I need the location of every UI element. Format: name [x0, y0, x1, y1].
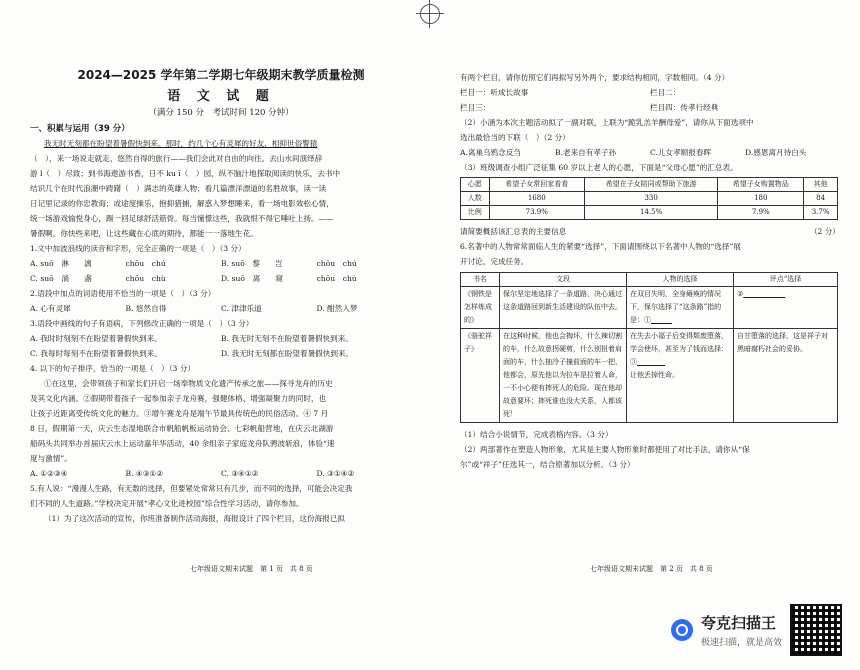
q6-sub-line: （1）结合小说情节，完成表格内容。（3 分） [460, 430, 613, 439]
q1-option: C. suō 淌 盏 [30, 274, 92, 283]
q1-option: A. suō 淋 漓 [30, 259, 92, 268]
table-row [461, 192, 838, 206]
q4-option: C. ③④①② [221, 469, 259, 478]
q2-options-row [30, 301, 412, 316]
table-header-cell: 希望在子女陪同或帮助下旅游 [584, 178, 717, 192]
q5-3-prompt: 请简要概括该汇总表的主要信息 [460, 227, 567, 236]
poster-columns-row [460, 85, 840, 100]
exam-title: 2024—2025 学年第二学期七年级期末教学质量检测 [77, 68, 365, 82]
page-footer: 七年级语文期末试题 第 1 页 共 8 页 [190, 565, 313, 573]
passage-line: 我无时无刻都在盼望着暑假快到来。那时，约几个心有灵犀的好友，相抑世俗警猿 [44, 139, 318, 148]
table-header-cell: 希望子女购置物品 [718, 178, 804, 192]
table-header-cell: 其他 [804, 178, 838, 192]
page-footer: 七年级语文期末试题 第 2 页 共 8 页 [590, 565, 713, 573]
q4-options-row [30, 466, 412, 481]
q4-option: B. ④③①② [125, 469, 164, 478]
q1-option: chōu chù [125, 274, 166, 283]
passage-line: 游 l（ ）尽致；到书海遨游书香，日不 ku ī（ ）园，纵不脑汁地探取阅读的快乐，去书中 [30, 169, 341, 178]
q2-option: D. 酣然入梦 [316, 304, 358, 313]
poster-column-4: 栏目四：传孝行经典 [650, 103, 719, 112]
passage-line: 日记里记录的你忠教诲；或途度操乐，抱抑猎捕，解惑入梦想睡来，看一场电影效松心情， [30, 199, 334, 208]
q4-text-line: ①在这里，会带领孩子和家长们开启一场奉物质文化遗产传承之旅——探寻龙舟的历史 [44, 379, 333, 388]
table-cell-comment [734, 287, 838, 329]
table-cell: 14.5% [584, 206, 717, 220]
poster-column-1: 栏目一：听成长故事 [460, 88, 529, 97]
q4-text-line: 船码头共同举办首届庆云水上运动嘉年华活动，40 余组亲子家庭龙舟队骋波斩浪，体验“速 [30, 439, 335, 448]
passage [30, 136, 412, 241]
table-header-cell: 评点“选择 [734, 273, 838, 287]
watermark-slogan: 极速扫描，就是高效 [700, 638, 782, 648]
table-header-cell: 希望子女常回家看看 [489, 178, 584, 192]
passage-line: 暑假啊，你快些来吧，让这些藏在心底的期待，都能一一落地生花。 [30, 229, 258, 238]
choice-text: 在双目失明，全身瘫痪的情况下，保尔选择了“这条路”指的是：① [630, 290, 722, 324]
question-2: 2.语段中加点的词语使用不恰当的一项是（ ）（3 分） [30, 289, 216, 298]
q3-option: B. 我无时无刻不在盼望着暑假快到来。 [221, 334, 353, 343]
table-header-cell: 心愿 [461, 178, 490, 192]
q1-option: chōu chú [125, 259, 166, 268]
q4-text-line: 及其文化内涵。②假期带着孩子一起参加亲子龙舟赛，强健体格、增强凝聚力的同时，也 [30, 394, 327, 403]
question-6-line: 6.名著中的人物常常面临人生的紧要“选择”，下面请围绕以下名著中人物的“选择”展 [460, 242, 741, 251]
survey-table [460, 177, 838, 220]
q2-option: C. 津津乐道 [221, 304, 262, 313]
q4-text-line: 8 日，假期第一天，庆云生态湿地联合市帆船帆板运动协会、七彩帆船营地，在庆云北湖游 [30, 424, 334, 433]
table-cell: 7.9% [718, 206, 804, 220]
q1-option: chōu chú [316, 274, 357, 283]
table-cell: 人数 [461, 192, 490, 206]
table-cell-book: 《骆驼祥子》 [461, 329, 500, 423]
table-header-cell: 人物的选择 [627, 273, 734, 287]
table-cell-passage: 在这种时候，他也会掏坏，什么辣切割的车，什么故意拐硬剪，什么别扭着肩面的车，什么抽冷子撞前面的车一把，他都会，原先他以为拉车是拉着人命，一不小心便有摔死人的危险。现在他却故意要坏；摔死谁也没大关系，人都该死！ [500, 329, 627, 423]
q5-text-line: （1）为了这次活动的宣传，你班准备制作活动海报，海报设计了四个栏目，这份海报已拟 [44, 514, 345, 523]
answer-blank[interactable] [743, 290, 785, 298]
exam-meta: （满分 150 分 考试时间 120 分钟） [148, 108, 294, 118]
question-1: 1.文中加波浪线的读音和字形，完全正确的一项是（ ）（3 分） [30, 244, 246, 253]
q5-2-option: C.儿女孝顺报春晖 [650, 148, 712, 157]
q3-options-row [30, 331, 412, 346]
q1-option: D. suō 离 窥 [221, 274, 283, 283]
table-row [461, 206, 838, 220]
scanner-logo-icon [671, 619, 693, 641]
passage-line: （ ），来一场说走就走、悠然自得的旅行——我们会此对自由的向往。去山水间演绎辞 [30, 154, 323, 163]
q5-3-line: （3）班级调查小组广泛征集 60 岁以上老人的心愿，下面是“父母心愿”的汇总表。 [460, 163, 738, 172]
q6-sub-line: （2）两部著作在塑造人物形象，尤其是主要人物形象时都使用了对比手法，请你从“保 [460, 445, 750, 454]
table-cell-passage: 保尔坚定地选择了一条道路，决心通过这条道路回到新生活建设的队伍中去。 [500, 287, 627, 329]
q5-2-line: （2）小涵为本次主题活动拟了一副对联，上联为“跪乳羔羊酬母爱”，请你从下面选项中 [460, 118, 754, 127]
table-cell-choice [627, 287, 734, 329]
table-row [461, 287, 838, 329]
table-cell: 比例 [461, 206, 490, 220]
table-header-cell: 文段 [500, 273, 627, 287]
q4-option: A. ①②③④ [30, 469, 68, 478]
qr-code-icon [790, 604, 842, 656]
poster-columns-row [460, 100, 840, 115]
q1-option: B. suō 黎 岂 [221, 259, 283, 268]
poster-column-3: 栏目三： [460, 103, 491, 112]
q3-option: D. 我无时无刻都在盼望着暑假快到来。 [221, 349, 354, 358]
q4-text-line: 度与激情”。 [30, 454, 72, 463]
q5-3-prompt-row [460, 224, 840, 239]
passage-line: 统一场游戏愉悦身心，踢一回足球舒活筋骨。每当憧憬这些，我就恨不得它唾吐上扬。—— [30, 214, 334, 223]
q1-options-row [30, 271, 412, 286]
table-cell: 3.7% [804, 206, 838, 220]
table-cell-comment: 自甘堕落的选择，这是祥子对黑暗腐朽社会的妥协。 [734, 329, 838, 423]
table-cell: 1680 [489, 192, 584, 206]
table-row [461, 273, 838, 287]
q2-option: A. 心有灵犀 [30, 304, 71, 313]
question-6-line: 开讨论，完成任务。 [460, 257, 529, 266]
question-4: 4. 以下的句子排序，恰当的一项是（ ）（3 分） [30, 364, 195, 373]
q5-3-points: （2 分） [809, 227, 840, 236]
choice-table [460, 272, 838, 423]
poster-column-2: 栏目二： [650, 88, 681, 97]
q5-text-line: 们不同的人生道路。”学校决定开展“孝心文化进校园”综合性学习活动，请你参加。 [30, 499, 304, 508]
exam-subtitle: 语 文 试 题 [167, 89, 275, 104]
q5-intro: 有两个栏目，请你仿照它们再拟写另外两个，要求结构相同，字数相同。（4 分） [460, 73, 730, 82]
table-cell-choice [627, 329, 734, 423]
watermark-text [701, 612, 782, 648]
answer-blank[interactable] [651, 316, 672, 324]
section-heading: 一、积累与运用（39 分） [30, 124, 130, 134]
table-header-cell: 书名 [461, 273, 500, 287]
q5-2-line: 选出最恰当的下联（ ）（2 分） [460, 133, 570, 142]
q1-option: chōu chú [316, 259, 357, 268]
passage-line: 结识几个在时代浪潮中踌躇（ ）满志的英雄人物；看几篇漂洋漂道的名胜故事，读一读 [30, 184, 327, 193]
watermark-name: 夸克扫描王 [700, 614, 776, 632]
q3-option: C. 我每时每刻不在盼望着暑假快到来。 [30, 349, 162, 358]
table-cell: 73.9% [489, 206, 584, 220]
q1-options-row [30, 256, 412, 271]
choice-suffix: 让他丢掉性命。 [630, 371, 679, 379]
comment-text: ② [737, 290, 744, 298]
q5-2-option: D.感恩离月待白头 [745, 148, 807, 157]
table-row [461, 329, 838, 423]
choice-text: 在失去小福子后变得颓废堕落，学会使坏，甚至为了钱而选择：③ [630, 332, 728, 366]
q5-text-line: 5.有人说：“漫漫人生路，有无数的选择，但要紧处常常只有几步，而不同的选择，可能会决定我 [30, 484, 353, 493]
exam-page-2 [430, 0, 860, 670]
table-row [461, 178, 838, 192]
table-cell: 330 [584, 192, 717, 206]
q5-2-option: B.老来自有孝子孙 [555, 148, 617, 157]
question-3: 3.语段中画线的句子有语病，下列修改正确的一项是（ ）（3 分） [30, 319, 254, 328]
q3-option: A. 我时时刻刻不在盼望着暑假快到来。 [30, 334, 162, 343]
q6-sub-line: 尔”或“祥子”任选其一，结合原著加以分析。（3 分） [460, 460, 635, 469]
table-cell: 180 [718, 192, 804, 206]
q4-option: D. ③①④② [316, 469, 355, 478]
q2-option: B. 悠然自得 [125, 304, 167, 313]
q4-text-line: 让孩子近距离受传统文化的魅力。③增午赛龙舟是端午节最具传统色的民俗活动。④ 7 月 [30, 409, 329, 418]
q5-2-options-row [460, 145, 840, 160]
answer-blank[interactable] [637, 358, 665, 366]
scanner-watermark [671, 604, 842, 656]
table-cell-book: 《钢铁是怎样炼成的》 [461, 287, 500, 329]
table-cell: 84 [804, 192, 838, 206]
q3-options-row [30, 346, 412, 361]
q5-2-option: A.离巢乌鸦念反刍 [460, 148, 522, 157]
